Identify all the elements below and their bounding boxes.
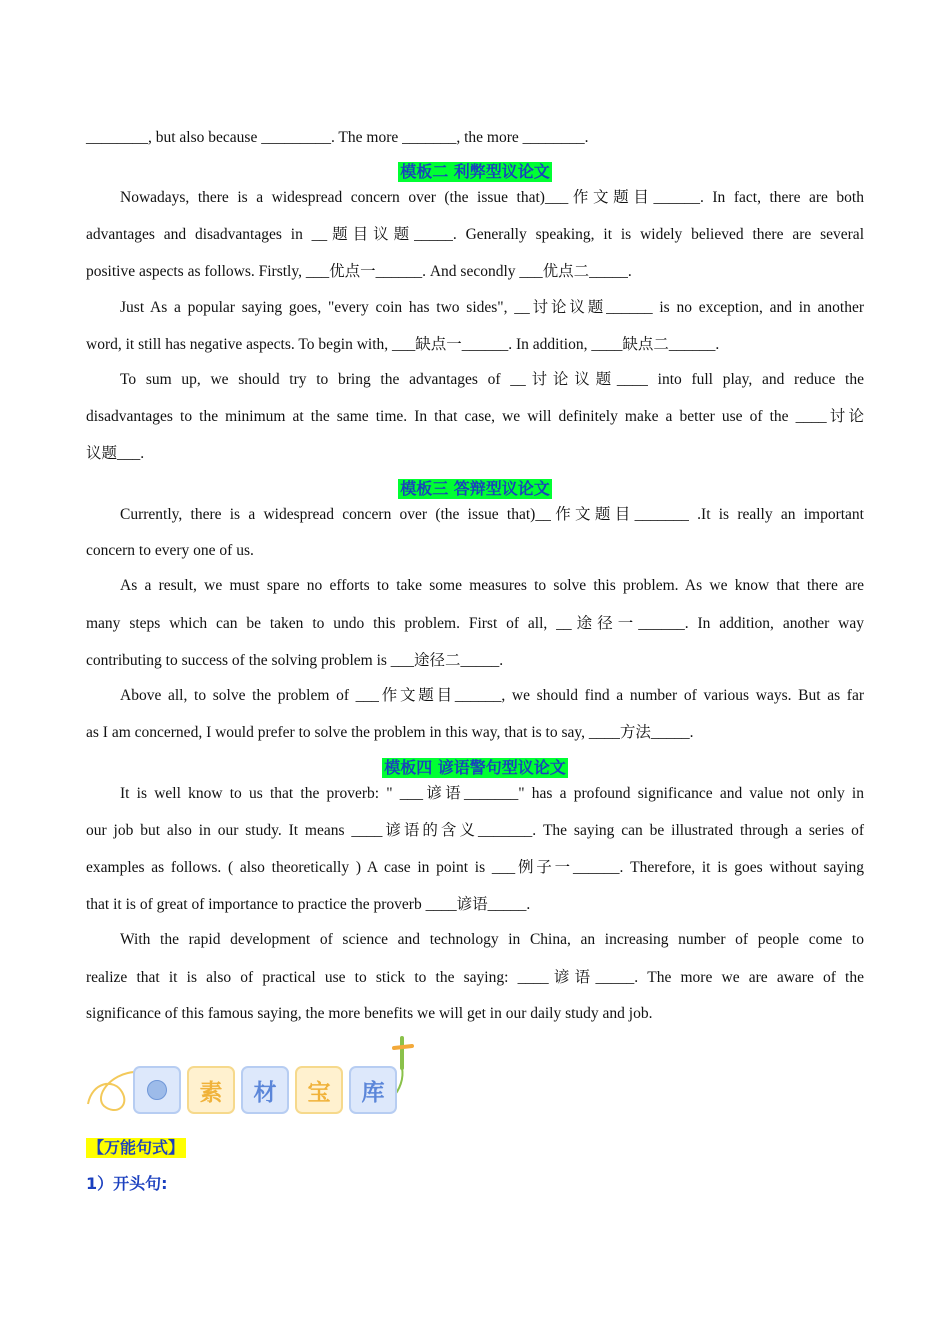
- paragraph-line: To sum up, we should try to bring the advantages of __讨论议题____ into full play, and reduce the: [120, 371, 864, 388]
- paragraph-line: Just As a popular saying goes, "every coin has two sides", __讨论议题______ is no exception, and in another: [120, 299, 864, 316]
- material-library-banner: [86, 1034, 426, 1118]
- paragraph-line: word, it still has negative aspects. To begin with, ___缺点一______. In addition, ____缺点二______.: [86, 336, 720, 353]
- paragraph-line: as I am concerned, I would prefer to solve the problem in this way, that is to say, ____方法_____.: [86, 724, 694, 741]
- paragraph-line: that it is of great of importance to practice the proverb ____谚语_____.: [86, 896, 531, 913]
- template-heading-4: 模板四 谚语警句型议论文: [384, 758, 566, 777]
- banner-circle-tile: [133, 1066, 181, 1114]
- paragraph-line: contributing to success of the solving problem is ___途径二_____.: [86, 652, 504, 669]
- paragraph-line: Currently, there is a widespread concern over (the issue that)__作文题目_______ .It is really an important: [120, 506, 864, 523]
- template-heading-2: 模板二 利弊型议论文: [400, 162, 550, 181]
- circle-icon: [147, 1080, 167, 1100]
- banner-tile: 宝: [295, 1066, 343, 1114]
- paragraph-line: positive aspects as follows. Firstly, ___优点一______. And secondly ___优点二_____.: [86, 263, 632, 280]
- paragraph-line: With the rapid development of science and technology in China, an increasing number of people come to: [120, 931, 864, 948]
- paragraph-line: concern to every one of us.: [86, 542, 254, 559]
- paragraph-line: Nowadays, there is a widespread concern over (the issue that)___作文题目______. In fact, there are both: [120, 189, 864, 206]
- paragraph-line: advantages and disadvantages in __题目议题_____. Generally speaking, it is widely believed there are several: [86, 226, 864, 243]
- paragraph-line: disadvantages to the minimum at the same time. In that case, we will definitely make a better use of the ____讨论: [86, 408, 864, 425]
- subheading: 1）开头句:: [86, 1174, 168, 1193]
- paragraph-line: It is well know to us that the proverb: " ___谚语_______" has a profound significance and value not only in: [120, 785, 864, 802]
- paragraph-line: many steps which can be taken to undo this problem. First of all, __途径一______. In addition, another way: [86, 615, 864, 632]
- paragraph-line: As a result, we must spare no efforts to take some measures to solve this problem. As we know that there are: [120, 577, 864, 594]
- paragraph-line: Above all, to solve the problem of ___作文题目______, we should find a number of various ways. But as far: [120, 687, 864, 704]
- paragraph-line: our job but also in our study. It means ____谚语的含义_______. The saying can be illustrated through a series of: [86, 822, 864, 839]
- section-tag: 【万能句式】: [88, 1138, 185, 1157]
- paragraph-line: ________, but also because _________. The more _______, the more ________.: [86, 129, 589, 146]
- banner-tile: 材: [241, 1066, 289, 1114]
- banner-tile: 素: [187, 1066, 235, 1114]
- paragraph-line: 议题___.: [86, 445, 145, 462]
- paragraph-line: significance of this famous saying, the more benefits we will get in our daily study and job.: [86, 1005, 653, 1022]
- template-heading-3: 模板三 答辩型议论文: [400, 479, 550, 498]
- paragraph-line: examples as follows. ( also theoretically ) A case in point is ___例子一______. Therefore, it is goes without saying: [86, 859, 864, 876]
- banner-tile: 库: [349, 1066, 397, 1114]
- paragraph-line: realize that it is also of practical use to stick to the saying: ____谚语_____. The more we are aware of the: [86, 969, 864, 986]
